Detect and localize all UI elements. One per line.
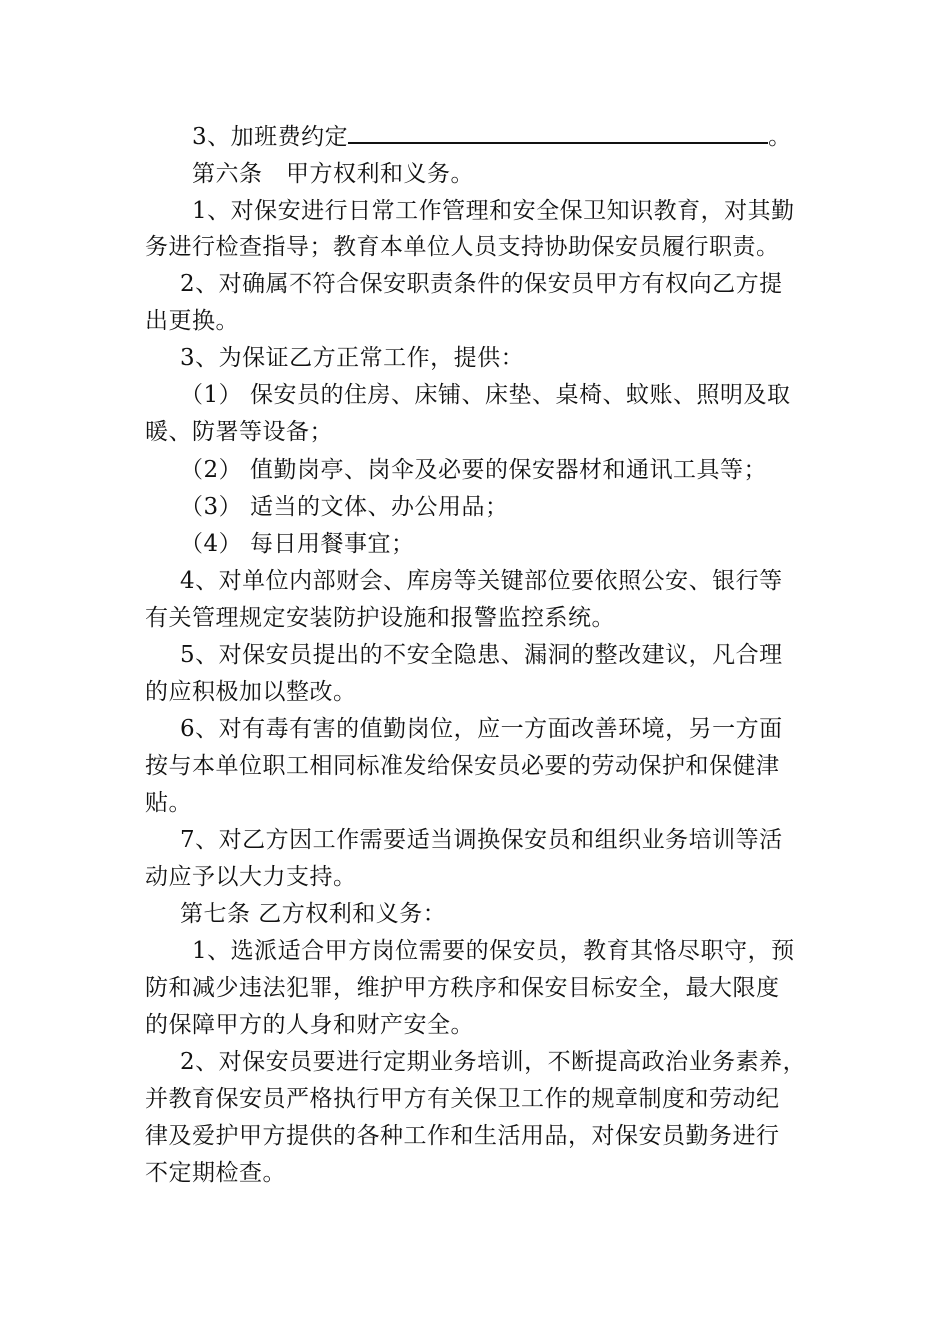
paragraph-line: 动应予以大力支持。 xyxy=(145,864,357,890)
paragraph-line: 的保障甲方的人身和财产安全。 xyxy=(145,1012,474,1038)
overtime-end-mark: 。 xyxy=(768,124,792,150)
list-item-line: （3） 适当的文体、办公用品； xyxy=(180,494,509,520)
clause-overtime-line xyxy=(192,119,792,156)
paragraph-line: 律及爱护甲方提供的各种工作和生活用品，对保安员勤务进行 xyxy=(145,1123,780,1149)
list-item-line: 暖、防署等设备； xyxy=(145,419,333,445)
paragraph-line: 1、选派适合甲方岗位需要的保安员，教育其恪尽职守，预 xyxy=(192,938,795,964)
paragraph-line: 6、对有毒有害的值勤岗位，应一方面改善环境，另一方面 xyxy=(180,716,783,742)
paragraph-line: 1、对保安进行日常工作管理和安全保卫知识教育，对其勤 xyxy=(192,198,795,224)
paragraph-line: 的应积极加以整改。 xyxy=(145,679,357,705)
paragraph-line: 贴。 xyxy=(145,790,192,816)
paragraph-line: 出更换。 xyxy=(145,308,239,334)
paragraph-line: 5、对保安员提出的不安全隐患、漏洞的整改建议，凡合理 xyxy=(180,642,783,668)
paragraph-line: 有关管理规定安装防护设施和报警监控系统。 xyxy=(145,605,615,631)
list-item-line: （4） 每日用餐事宜； xyxy=(180,531,415,557)
article-six-heading: 第六条 甲方权利和义务。 xyxy=(192,161,474,187)
paragraph-line: 2、对保安员要进行定期业务培训，不断提高政治业务素养， xyxy=(180,1049,807,1075)
paragraph-line: 3、为保证乙方正常工作，提供： xyxy=(180,345,525,371)
overtime-fill-blank xyxy=(348,122,768,144)
overtime-label: 3、加班费约定 xyxy=(192,124,349,150)
list-item-line: （2） 值勤岗亭、岗伞及必要的保安器材和通讯工具等； xyxy=(180,457,767,483)
paragraph-line: 2、对确属不符合保安职责条件的保安员甲方有权向乙方提 xyxy=(180,271,783,297)
paragraph-line: 按与本单位职工相同标准发给保安员必要的劳动保护和保健津 xyxy=(145,753,780,779)
paragraph-line: 4、对单位内部财会、库房等关键部位要依照公安、银行等 xyxy=(180,568,783,594)
paragraph-line: 防和减少违法犯罪，维护甲方秩序和保安目标安全，最大限度 xyxy=(145,975,780,1001)
paragraph-line: 7、对乙方因工作需要适当调换保安员和组织业务培训等活 xyxy=(180,827,783,853)
paragraph-line: 务进行检查指导；教育本单位人员支持协助保安员履行职责。 xyxy=(145,234,780,260)
paragraph-line: 并教育保安员严格执行甲方有关保卫工作的规章制度和劳动纪 xyxy=(145,1086,780,1112)
list-item-line: （1） 保安员的住房、床铺、床垫、桌椅、蚊账、照明及取 xyxy=(180,382,791,408)
article-seven-heading: 第七条 乙方权利和义务： xyxy=(180,901,447,927)
paragraph-line: 不定期检查。 xyxy=(145,1160,286,1186)
